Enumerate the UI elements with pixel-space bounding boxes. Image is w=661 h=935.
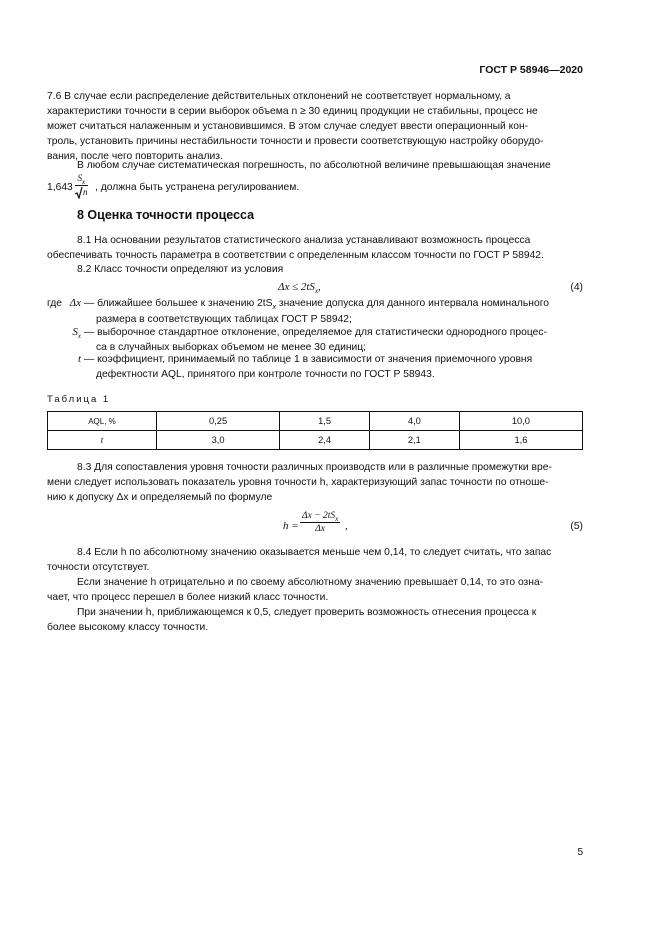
table-cell: 10,0	[459, 412, 582, 431]
table-cell: 4,0	[369, 412, 459, 431]
table-cell: 2,4	[280, 431, 370, 450]
definition-line: са в случайных выборках объемом не менее 30 единиц;	[96, 342, 367, 353]
paragraph-systematic-error: В любом случае систематическая погрешность, по абсолютной величине превышающая значение	[77, 160, 551, 171]
table-cell: 3,0	[157, 431, 280, 450]
definition-sx	[47, 325, 583, 355]
equation-4-lhs: Δx ≤ 2tS	[278, 281, 315, 293]
paragraph-7-6	[47, 89, 583, 164]
text-line: мени следует использовать показатель уровня точности h, характеризующий запас точности по отноше-	[47, 477, 549, 488]
text-line: может считаться налаженным и установившимся. В этом случае следует ввести операционный кон-	[47, 121, 529, 132]
table-cell-label: t	[48, 431, 157, 450]
paragraph-8-3	[47, 460, 583, 505]
definition-delta-x	[47, 296, 583, 326]
section-title: 8 Оценка точности процесса	[77, 208, 255, 222]
definition-line: размера в соответствующих таблицах ГОСТ Р 58942;	[96, 314, 352, 325]
definition-text	[84, 352, 583, 382]
text-line: Если значение h отрицательно и по своему абсолютному значению превышает 0,14, то это озна-	[77, 577, 544, 588]
equation-5-numerator: Δx − 2tS	[302, 511, 336, 521]
sqrt-icon	[75, 187, 83, 199]
definition-line: — коэффициент, принимаемый по таблице 1 в зависимости от значения приемочного уровня	[84, 354, 533, 365]
table-caption: Таблица 1	[47, 394, 111, 405]
where-label: где	[47, 298, 63, 309]
text-line: характеристики точности в серии выборок объема n ≥ 30 единиц продукции не стабильны, процесс не	[47, 106, 538, 117]
text-line: 8.3 Для сопоставления уровня точности различных производств или в различные промежутки вре-	[77, 462, 552, 473]
text-line: 8.1 На основании результатов статистического анализа устанавливают возможность процесса	[77, 235, 531, 246]
paragraph-8-4	[47, 545, 583, 635]
table-row	[48, 431, 583, 450]
definition-line: значение допуска для данного интервала номинального	[278, 298, 549, 309]
equation-5-number: (5)	[570, 521, 583, 532]
definition-t	[47, 352, 583, 382]
equation-5-denominator: Δx	[315, 524, 325, 534]
text-line: более высокому классу точности.	[47, 622, 209, 633]
equation-4-number: (4)	[570, 282, 583, 293]
table-cell: 1,6	[459, 431, 582, 450]
equation-4	[278, 280, 321, 296]
text-line: 8.4 Если h по абсолютному значению оказывается меньше чем 0,14, то следует считать, что запас	[77, 547, 552, 558]
table-cell: 0,25	[157, 412, 280, 431]
frac-numerator-sub: x	[81, 178, 86, 186]
text-line: чает, что процесс перешел в более низкий класс точности.	[47, 592, 329, 603]
table-row	[48, 412, 583, 431]
formula-tail-text: , должна быть устранена регулированием.	[95, 182, 300, 193]
equation-5-lhs: h =	[283, 520, 299, 532]
table-1	[47, 411, 583, 450]
text-line: троль, установить причины нестабильности точности и провести соответствующую настройку оборудо-	[47, 136, 544, 147]
text-line: точности отсутствует.	[47, 562, 150, 573]
document-standard-header: ГОСТ Р 58946—2020	[479, 64, 583, 76]
text-line: При значении h, приближающемся к 0,5, следует проверить возможность отнесения процесса к	[77, 607, 537, 618]
definition-line: — ближайшее большее к значению 2tS	[84, 298, 273, 309]
definition-symbol: t	[77, 353, 81, 365]
coefficient: 1,643	[47, 182, 73, 193]
equation-5-fraction	[300, 510, 340, 535]
text-line: нию к допуску Δx и определяемый по формуле	[47, 492, 273, 503]
table-cell: 2,1	[369, 431, 459, 450]
definition-symbol: Δx	[69, 297, 81, 309]
frac-numerator: S	[77, 173, 82, 183]
page-number: 5	[577, 847, 583, 858]
text-line: обеспечивать точность параметра в соответствии с определенным классом точности по ГОСТ Р 58942.	[47, 250, 544, 261]
paragraph-8-2: 8.2 Класс точности определяют из условия	[77, 264, 284, 275]
paragraph-8-1	[47, 233, 583, 263]
definition-symbol: $S_x$	[72, 326, 81, 340]
definition-inline-sub: x	[272, 304, 276, 311]
frac-denominator: n	[83, 187, 88, 197]
text-line: 7.6 В случае если распределение действительных отклонений не соответствует нормальному, а	[47, 91, 511, 102]
equation-4-sub: x	[314, 287, 319, 295]
equation-5-tail: ,	[345, 520, 348, 532]
definition-text	[84, 325, 583, 355]
definition-text	[84, 296, 583, 327]
equation-4-tail: ,	[318, 281, 321, 293]
equation-5-numerator-sub: x	[335, 515, 339, 523]
definition-line: дефектности AQL, принятого при контроле точности по ГОСТ Р 58943.	[96, 369, 435, 380]
definition-line: — выборочное стандартное отклонение, определяемое для статистически однородного процес-	[84, 327, 547, 338]
table-cell-label: AQL, %	[48, 412, 157, 431]
fraction-sx-over-sqrt-n	[75, 172, 88, 199]
table-cell: 1,5	[280, 412, 370, 431]
formula-line-1643	[47, 172, 583, 202]
text-line: вания, после чего повторить анализ.	[47, 151, 223, 162]
